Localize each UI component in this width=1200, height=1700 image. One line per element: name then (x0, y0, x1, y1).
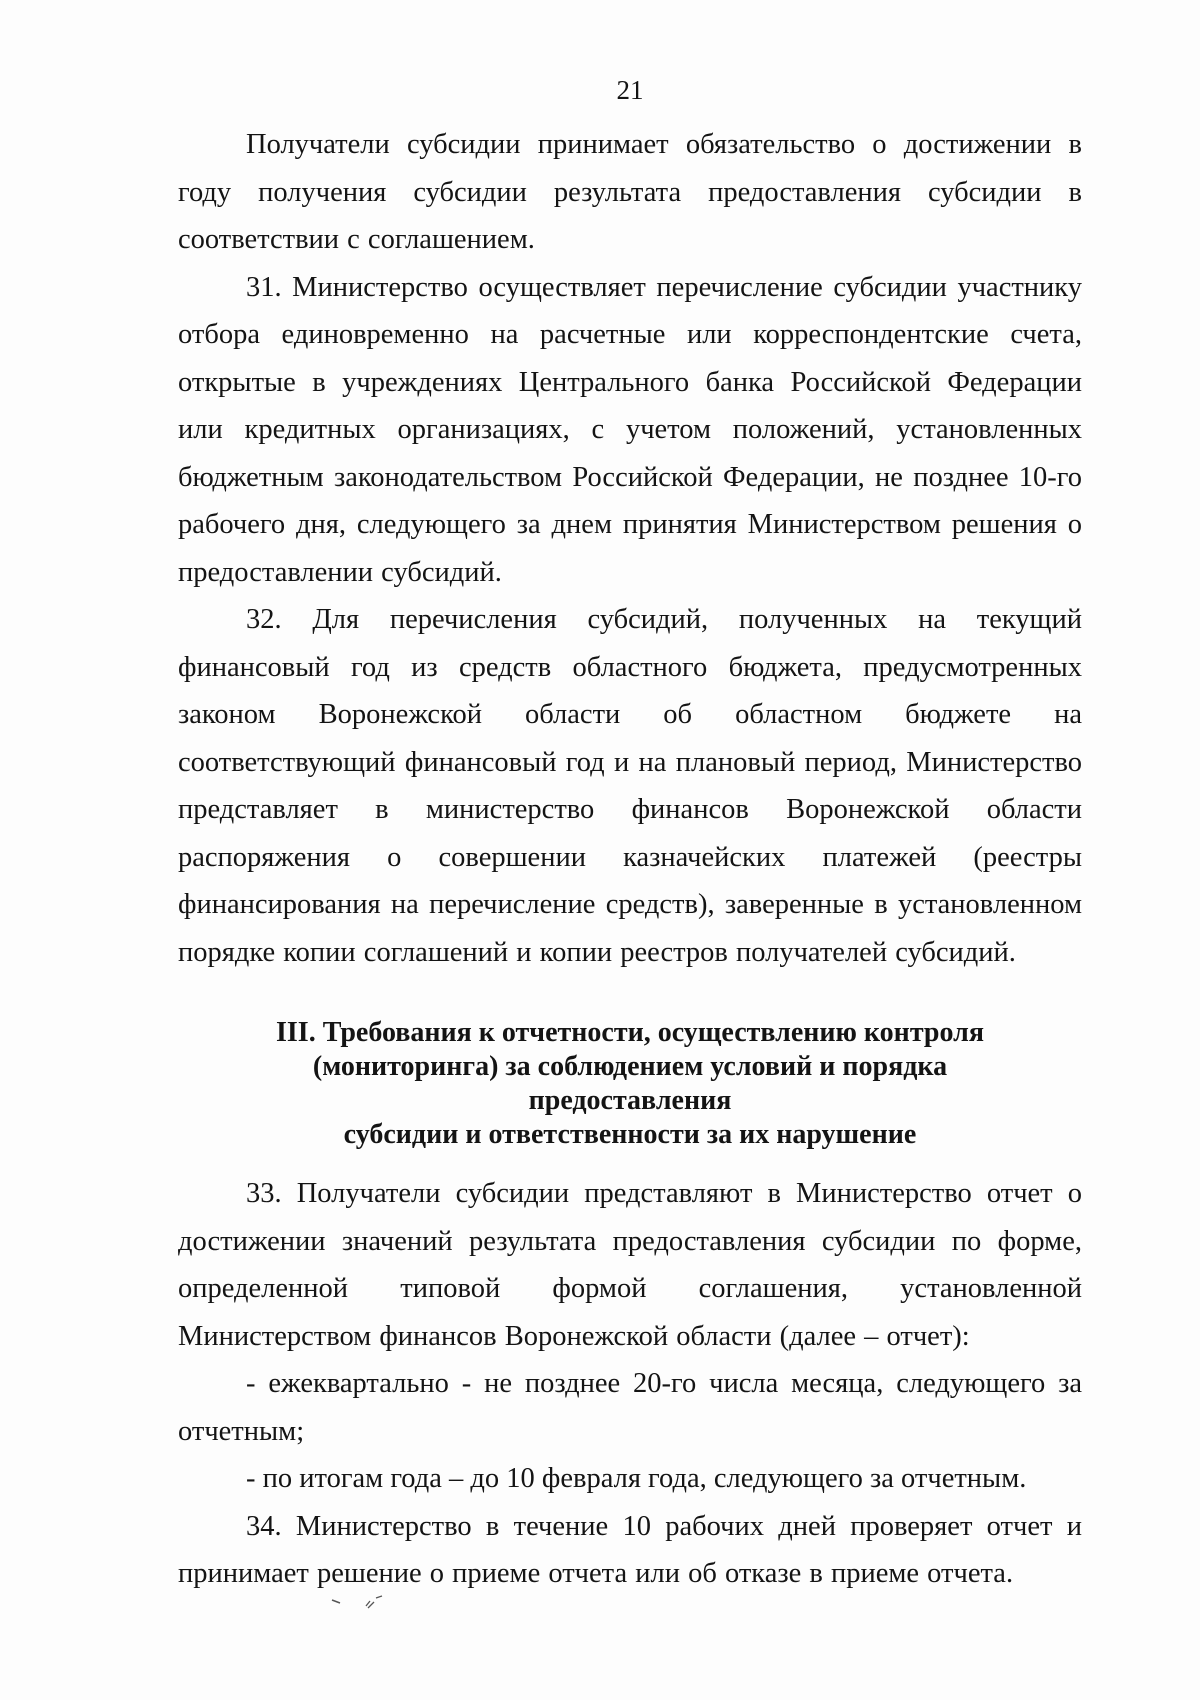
paragraph-recipient-obligation: Получатели субсидии принимает обязательство о достижении в году получения субсидии результата предоставления субсидии в соответствии с соглашением. (178, 129, 1082, 255)
section-heading-line: III. Требования к отчетности, осуществлению контроля (276, 1017, 984, 1048)
section-heading-line: субсидии и ответственности за их нарушение (343, 1119, 917, 1150)
list-item: - по итогам года – до 10 февраля года, следующего за отчетным. (246, 1463, 1027, 1494)
page-number: 21 (616, 75, 644, 105)
section-heading-line: (мониторинга) за соблюдением условий и порядка предоставления (312, 1051, 948, 1116)
paragraph-32: 32. Для перечисления субсидий, полученных на текущий финансовый год из средств областного бюджета, предусмотренных законом Воронежской области об областном бюджете на соответствующий финансовый год и на плановый период, Министерство представляет в министерство финансов Воронежской области распоряжения о совершении казначейских платежей (реестры финансирования на перечисление средств), заверенные в установленном порядке копии соглашений и копии реестров получателей субсидий. (178, 604, 1082, 968)
list-item: - ежеквартально - не позднее 20-го числа месяца, следующего за отчетным; (178, 1368, 1082, 1447)
paragraph-31: 31. Министерство осуществляет перечисление субсидии участнику отбора единовременно на расчетные или корреспондентские счета, открытые в учреждениях Центрального банка Российской Федерации или кредитных организациях, с учетом положений, установленных бюджетным законодательством Российской Федерации, не позднее 10-го рабочего дня, следующего за днем принятия Министерством решения о предоставлении субсидий. (178, 271, 1082, 588)
paragraph-33: 33. Получатели субсидии представляют в Министерство отчет о достижении значений результата предоставления субсидии по форме, определенной типовой формой соглашения, установленной Министерством финансов Воронежской области (далее – отчет): (178, 1178, 1082, 1352)
paragraph-34: 34. Министерство в течение 10 рабочих дней проверяет отчет и принимает решение о приеме отчета или об отказе в приеме отчета. (178, 1510, 1082, 1589)
scan-artifact-mark (330, 1592, 410, 1612)
section-heading (218, 1016, 1042, 1152)
